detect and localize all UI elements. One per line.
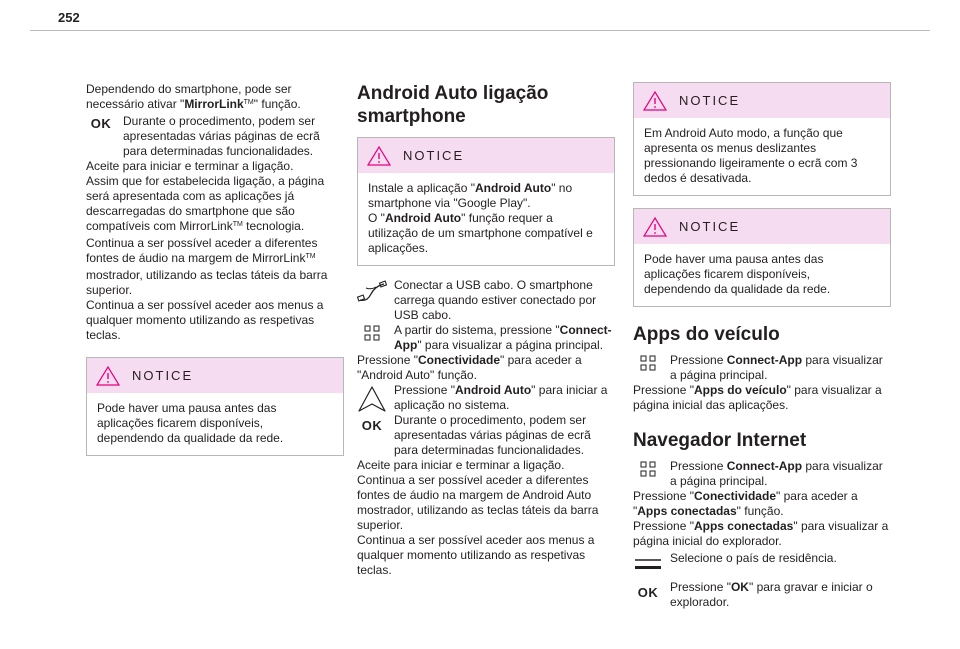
selection-bar-icon xyxy=(633,557,663,571)
ok-instruction: OK Durante o procedimento, podem ser apresentadas várias páginas de ecrã para determinadas funcionalidades. xyxy=(86,114,344,159)
notice-text: Instale a aplicação "Android Auto" no smartphone via "Google Play". O "Android Auto" função requer a utilização de um smartphone compatível e aplicações. xyxy=(368,181,593,255)
warning-icon xyxy=(367,146,391,166)
grid-apps-icon xyxy=(357,325,387,341)
grid-apps-icon xyxy=(633,461,663,477)
grid-apps-icon xyxy=(633,355,663,371)
browser-apps-connected-text: Pressione "Apps conectadas" para visualizar a página inicial do explorador. xyxy=(633,519,889,548)
column-middle xyxy=(357,82,615,578)
accept-line: Aceite para iniciar e terminar a ligação. xyxy=(86,159,294,173)
audio-sources-text: Continua a ser possível aceder a diferentes fontes de áudio na margem de Android Auto mostrador, utilizando as teclas táteis da barra superior. xyxy=(357,473,599,532)
ok-instruction: OK Durante o procedimento, podem ser apresentadas várias páginas de ecrã para determinadas funcionalidades. xyxy=(357,413,615,458)
audio-sources-text: Continua a ser possível aceder a diferentes fontes de áudio na margem de MirrorLink™ mostrador, utilizando as teclas táteis da barra superior. xyxy=(86,236,328,297)
menus-access-text: Continua a ser possível aceder aos menus a qualquer momento utilizando as respetivas teclas. xyxy=(357,533,595,577)
column-left xyxy=(86,82,344,468)
accept-line: Aceite para iniciar e terminar a ligação. xyxy=(357,458,565,472)
ok-icon: OK xyxy=(90,116,112,131)
notice-title: NOTICE xyxy=(679,219,741,234)
connectivity-text: Pressione "Conectividade" para aceder a "Android Auto" função. xyxy=(357,353,582,382)
notice-text: Em Android Auto modo, a função que apresenta os menus deslizantes pressionando ligeiramente o ecrã com 3 dedos é desativada. xyxy=(644,126,858,185)
country-instruction: Selecione o país de residência. xyxy=(633,551,891,566)
android-auto-heading: Android Auto ligação smartphone xyxy=(357,83,549,127)
usb-instruction: Conectar a USB cabo. O smartphone carrega quando estiver conectado por USB cabo. xyxy=(357,278,615,323)
browser-connectivity-text: Pressione "Conectividade" para aceder a "Apps conectadas" função. xyxy=(633,489,858,518)
notice-text: Pode haver uma pausa antes das aplicações ficarem disponíveis, dependendo da qualidade da rede. xyxy=(97,401,284,445)
notice-header xyxy=(358,138,614,173)
android-auto-instruction: Pressione "Android Auto" para iniciar a aplicação no sistema. xyxy=(357,383,615,413)
apps-vehicle-text: Pressione "Apps do veículo" para visualizar a página inicial das aplicações. xyxy=(633,383,882,412)
ok-icon: OK xyxy=(637,585,659,600)
menus-access-text: Continua a ser possível aceder aos menus a qualquer momento utilizando as respetivas teclas. xyxy=(86,298,324,342)
connection-established-text: Assim que for estabelecida ligação, a página será apresentada com as aplicações já descarregadas do smartphone que são compatíveis com MirrorLink™ tecnologia. xyxy=(86,174,325,233)
notice-title: NOTICE xyxy=(403,148,465,163)
warning-icon xyxy=(643,91,667,111)
notice-header xyxy=(87,358,343,393)
browser-heading: Navegador Internet xyxy=(633,430,807,451)
browser-connect-app-instruction: Pressione Connect-App para visualizar a página principal. xyxy=(633,459,891,489)
notice-box xyxy=(633,82,891,196)
notice-box xyxy=(357,137,615,266)
header-rule xyxy=(30,30,930,31)
usb-cable-icon xyxy=(357,280,387,304)
warning-icon xyxy=(96,366,120,386)
mirrorlink-intro: Dependendo do smartphone, pode ser necessário ativar "MirrorLink™" função. xyxy=(86,82,301,111)
notice-header xyxy=(634,209,890,244)
notice-box xyxy=(86,357,344,456)
apps-connect-app-instruction: Pressione Connect-App para visualizar a página principal. xyxy=(633,353,891,383)
notice-header xyxy=(634,83,890,118)
column-right xyxy=(633,82,891,610)
connect-app-instruction: A partir do sistema, pressione "Connect-App" para visualizar a página principal. xyxy=(357,323,615,353)
warning-icon xyxy=(643,217,667,237)
page-number: 252 xyxy=(58,10,80,25)
notice-box xyxy=(633,208,891,307)
notice-title: NOTICE xyxy=(679,93,741,108)
android-auto-icon xyxy=(357,385,387,413)
ok-instruction: OK Pressione "OK" para gravar e iniciar o explorador. xyxy=(633,580,891,610)
ok-icon: OK xyxy=(361,418,383,433)
apps-heading: Apps do veículo xyxy=(633,324,780,345)
notice-title: NOTICE xyxy=(132,368,194,383)
notice-text: Pode haver uma pausa antes das aplicações ficarem disponíveis, dependendo da qualidade da rede. xyxy=(644,252,831,296)
